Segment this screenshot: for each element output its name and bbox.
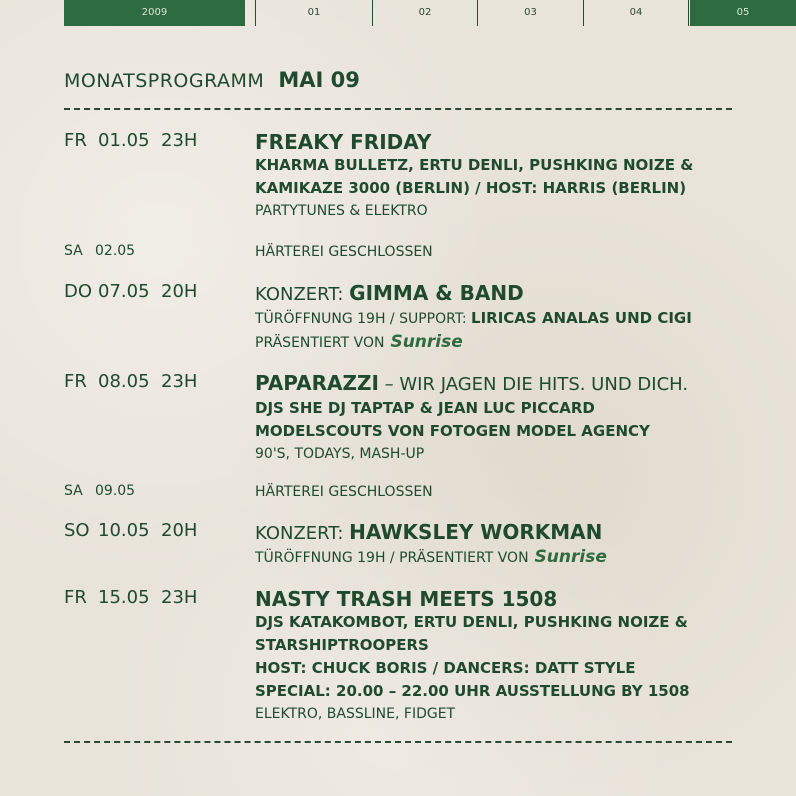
tab-01[interactable]: 01 [255,0,372,26]
event-title-prefix: KONZERT: [255,523,350,544]
page-title [64,68,360,96]
closed-notice: HÄRTEREI GESCHLOSSEN [255,484,433,500]
event-lineup: KHARMA BULLETZ, ERTU DENLI, PUSHKING NOIZE & [255,156,694,174]
event-title-prefix: KONZERT: [255,284,350,305]
event-date-num: 15.05 [98,587,150,608]
event-time: 20H [161,281,198,302]
event-title [255,371,725,397]
event-info [255,587,725,726]
event-day: DO [64,281,93,302]
event-day: FR [64,371,87,392]
event-date-num: 07.05 [98,281,150,302]
event-title-main: GIMMA & BAND [349,281,524,305]
event-time: 23H [161,130,198,151]
event-lineup: DJS KATAKOMBOT, ERTU DENLI, PUSHKING NOIZE & [255,613,688,631]
sunrise-logo: Sunrise [534,547,607,567]
event-time: 23H [161,371,198,392]
event-day: SO [64,520,90,541]
event-day: SA [64,243,83,259]
event-date [64,243,153,259]
event-title: NASTY TRASH MEETS 1508 [255,587,558,611]
event-info [255,482,725,502]
event-date [64,130,197,151]
event-time: 23H [161,587,198,608]
event-title-suffix: – WIR JAGEN DIE HITS. UND DICH. [378,374,689,395]
event-host: HOST: CHUCK BORIS / DANCERS: DATT STYLE [255,659,636,677]
divider-bottom [64,741,732,743]
year-month-nav [0,0,796,26]
event-support: LIRICAS ANALAS UND CIGI [471,309,692,327]
tab-02[interactable]: 02 [372,0,477,26]
event-date [64,587,197,608]
event-day: FR [64,587,87,608]
event-info [255,242,725,262]
event-date-num: 10.05 [98,520,150,541]
event-info [255,520,725,570]
event-lineup: STARSHIPTROOPERS [255,636,429,654]
event-info [255,130,725,223]
tab-05[interactable]: 05 [690,0,796,26]
event-date-num: 08.05 [98,371,150,392]
divider-top [64,108,732,110]
event-special: SPECIAL: 20.00 – 22.00 UHR AUSSTELLUNG BY 1508 [255,682,690,700]
event-presenter [255,546,725,570]
tab-04[interactable]: 04 [583,0,689,26]
event-date [64,281,197,302]
event-day: FR [64,130,87,151]
presenter-label: TÜRÖFFNUNG 19H / PRÄSENTIERT VON [255,550,529,566]
event-title-main: PAPARAZZI [255,371,379,395]
event-lineup-prefix: TÜRÖFFNUNG 19H / SUPPORT: [255,311,472,327]
program-label: MONATSPROGRAMM [64,70,265,92]
event-title [255,281,725,307]
event-date [64,371,197,392]
event-title [255,520,725,546]
event-lineup: DJS SHE DJ TAPTAP & JEAN LUC PICCARD [255,399,595,417]
event-date-num: 09.05 [95,483,136,499]
tab-2009[interactable]: 2009 [64,0,245,26]
event-presenter [255,331,725,355]
closed-notice: HÄRTEREI GESCHLOSSEN [255,244,433,260]
presenter-label: PRÄSENTIERT VON [255,335,385,351]
event-day: SA [64,483,83,499]
event-date [64,520,197,541]
event-info [255,281,725,355]
event-genre: 90'S, TODAYS, MASH-UP [255,446,425,462]
month-title: MAI 09 [278,68,360,92]
event-date [64,483,153,499]
event-date-num: 01.05 [98,130,150,151]
event-title: FREAKY FRIDAY [255,130,432,154]
tab-03[interactable]: 03 [477,0,583,26]
event-lineup: KAMIKAZE 3000 (BERLIN) / HOST: HARRIS (BERLIN) [255,179,687,197]
event-date-num: 02.05 [95,243,136,259]
event-genre: PARTYTUNES & ELEKTRO [255,203,428,219]
event-lineup: MODELSCOUTS VON FOTOGEN MODEL AGENCY [255,422,650,440]
event-lineup [255,307,725,331]
event-title-main: HAWKSLEY WORKMAN [349,520,603,544]
event-time: 20H [161,520,198,541]
event-genre: ELEKTRO, BASSLINE, FIDGET [255,706,456,722]
sunrise-logo: Sunrise [390,332,463,352]
event-info [255,371,725,466]
